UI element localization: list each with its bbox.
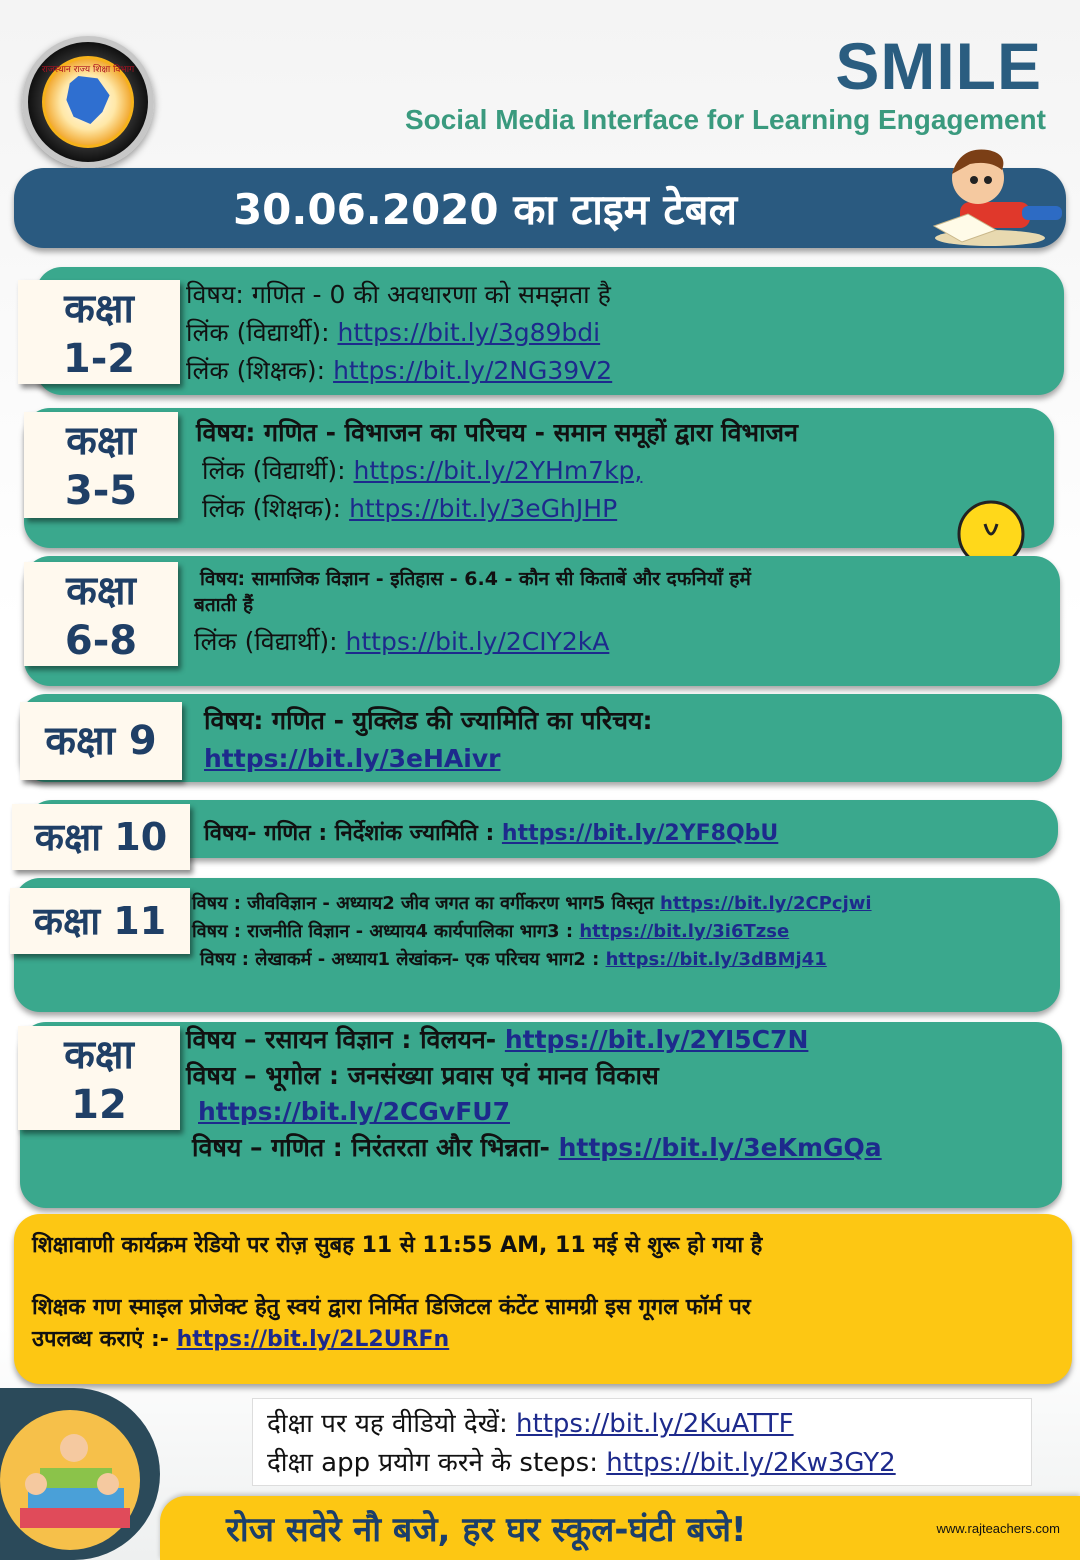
radio-notice: शिक्षावाणी कार्यक्रम रेडियो पर रोज़ सुबह 11 से 11:55 AM, 11 मई से शुरू हो गया है (32, 1233, 763, 1258)
subject-line: विषय: गणित - विभाजन का परिचय - समान समूहों द्वारा विभाजन (196, 418, 798, 447)
class-badge-3-5 (24, 412, 178, 518)
geography-link-line (186, 1094, 882, 1130)
reading-boy-illustration (930, 140, 1070, 250)
class-3-5-lines (196, 414, 798, 528)
subject-line: विषय- गणित : निर्देशांक ज्यामिति : https://bit.ly/2YF8QbU (204, 821, 779, 846)
class-badge-number: 6-8 (64, 618, 138, 664)
class-badge-12 (18, 1026, 180, 1130)
diksha-video-line: दीक्षा पर यह वीडियो देखें: https://bit.ly/2KuATTF (267, 1409, 794, 1439)
class-badge-number: 1-2 (62, 336, 136, 382)
student-link[interactable]: https://bit.ly/2YF8QbU (501, 821, 779, 846)
class-badge-number: 3-5 (64, 468, 138, 514)
class-badge-label: कक्षा (64, 1032, 134, 1078)
student-link[interactable]: https://bit.ly/2YHm7kp, (353, 456, 643, 485)
subject-line-chemistry: विषय – रसायन विज्ञान : विलयन- https://bit.ly/2YI5C7N (186, 1025, 809, 1054)
class-badge-10 (12, 804, 190, 870)
subject-line: विषय: गणित - युक्लिड की ज्यामिति का परिचय: (204, 706, 653, 735)
accountancy-link[interactable]: https://bit.ly/3dBMj41 (605, 949, 827, 970)
google-form-link[interactable]: https://bit.ly/2L2URFn (176, 1326, 450, 1352)
class-badge-label: कक्षा (64, 286, 134, 332)
class-12-lines (186, 1022, 882, 1166)
class-badge-11 (10, 888, 190, 954)
date-banner-text: 30.06.2020 का टाइम टेबल (232, 184, 738, 234)
class-badge-label: कक्षा (66, 568, 136, 614)
diksha-video-link[interactable]: https://bit.ly/2KuATTF (516, 1409, 794, 1439)
class-badge-9 (20, 702, 182, 780)
class-badge-1-2 (18, 280, 180, 384)
geography-link[interactable]: https://bit.ly/2CGvFU7 (198, 1097, 510, 1126)
diksha-steps-line: दीक्षा app प्रयोग करने के steps: https://bit.ly/2Kw3GY2 (267, 1448, 896, 1478)
student-link[interactable]: https://bit.ly/2CIY2kA (345, 627, 610, 656)
student-link-line: लिंक (विद्यार्थी): https://bit.ly/3g89bdi (186, 318, 601, 347)
student-link[interactable]: https://bit.ly/3g89bdi (337, 318, 601, 347)
class-1-2-lines (186, 276, 612, 390)
class-badge-6-8 (24, 562, 178, 666)
link-line (204, 740, 652, 778)
content-request-notice: शिक्षक गण स्माइल प्रोजेक्ट हेतु स्वयं द्वारा निर्मित डिजिटल कंटेंट सामग्री इस गूगल फॉर्म पर (32, 1294, 751, 1320)
class-9-lines (204, 702, 652, 778)
subject-line: विषय: गणित - 0 की अवधारणा को समझता है (186, 280, 611, 309)
diksha-steps-link[interactable]: https://bit.ly/2Kw3GY2 (606, 1448, 896, 1478)
student-link-line: लिंक (विद्यार्थी): https://bit.ly/2YHm7kp, (202, 456, 643, 485)
page-title: SMILE (835, 29, 1042, 103)
class-6-8-lines (194, 566, 751, 662)
footer-slogan: रोज सवेरे नौ बजे, हर घर स्कूल-घंटी बजे! (226, 1510, 747, 1550)
spacer (32, 1262, 1054, 1292)
logo-text: राजस्थान राज्य शिक्षा विभाग (41, 65, 135, 75)
subject-line-accountancy: विषय : लेखाकर्म - अध्याय1 लेखांकन- एक परिचय भाग2 : https://bit.ly/3dBMj41 (200, 949, 827, 970)
subject-line-maths: विषय – गणित : निरंतरता और भिन्नता- https://bit.ly/3eKmGQa (192, 1133, 882, 1162)
department-logo (22, 36, 154, 168)
student-link[interactable]: https://bit.ly/3eHAivr (204, 744, 501, 773)
teacher-link[interactable]: https://bit.ly/3eGhJHP (349, 494, 618, 523)
class-badge-label: कक्षा 9 (45, 718, 157, 764)
page-subtitle: Social Media Interface for Learning Engagement (404, 104, 1046, 135)
biology-link[interactable]: https://bit.ly/2CPcjwi (660, 893, 872, 914)
diksha-box (252, 1398, 1032, 1486)
subject-line: विषय: सामाजिक विज्ञान - इतिहास - 6.4 - कौन सी किताबें और दफनियाँ हमें (200, 568, 751, 590)
teacher-link-line: लिंक (शिक्षक): https://bit.ly/3eGhJHP (202, 494, 618, 523)
class-10-lines (204, 816, 778, 852)
teacher-link[interactable]: https://bit.ly/2NG39V2 (333, 356, 613, 385)
kids-books-icon (0, 1388, 160, 1560)
class-11-lines (192, 890, 872, 974)
subject-line-continued: बताती हैं (194, 594, 254, 616)
chemistry-link[interactable]: https://bit.ly/2YI5C7N (504, 1025, 809, 1054)
student-link-line: लिंक (विद्यार्थी): https://bit.ly/2CIY2kA (194, 627, 610, 656)
class-badge-label: कक्षा 10 (34, 815, 168, 859)
content-request-notice-continued: उपलब्ध कराएं :- https://bit.ly/2L2URFn (32, 1326, 450, 1352)
class-badge-number: 12 (71, 1082, 127, 1128)
kids-reading-illustration (0, 1388, 160, 1560)
date-banner (14, 168, 1066, 248)
website-credit: www.rajteachers.com (936, 1521, 1060, 1536)
political-science-link[interactable]: https://bit.ly/3i6Tzse (579, 921, 790, 942)
class-badge-label: कक्षा (66, 418, 136, 464)
subject-line-geography: विषय – भूगोल : जनसंख्या प्रवास एवं मानव विकास (186, 1061, 659, 1090)
notice-box (14, 1214, 1072, 1384)
subject-line-biology: विषय : जीवविज्ञान - अध्याय2 जीव जगत का वर्गीकरण भाग5 विस्तृत https://bit.ly/2CPcjwi (192, 893, 872, 914)
class-badge-label: कक्षा 11 (33, 899, 167, 943)
subject-line-political-science: विषय : राजनीति विज्ञान - अध्याय4 कार्यपालिका भाग3 : https://bit.ly/3i6Tzse (192, 921, 790, 942)
maths-link[interactable]: https://bit.ly/3eKmGQa (558, 1133, 882, 1162)
teacher-link-line: लिंक (शिक्षक): https://bit.ly/2NG39V2 (186, 356, 613, 385)
